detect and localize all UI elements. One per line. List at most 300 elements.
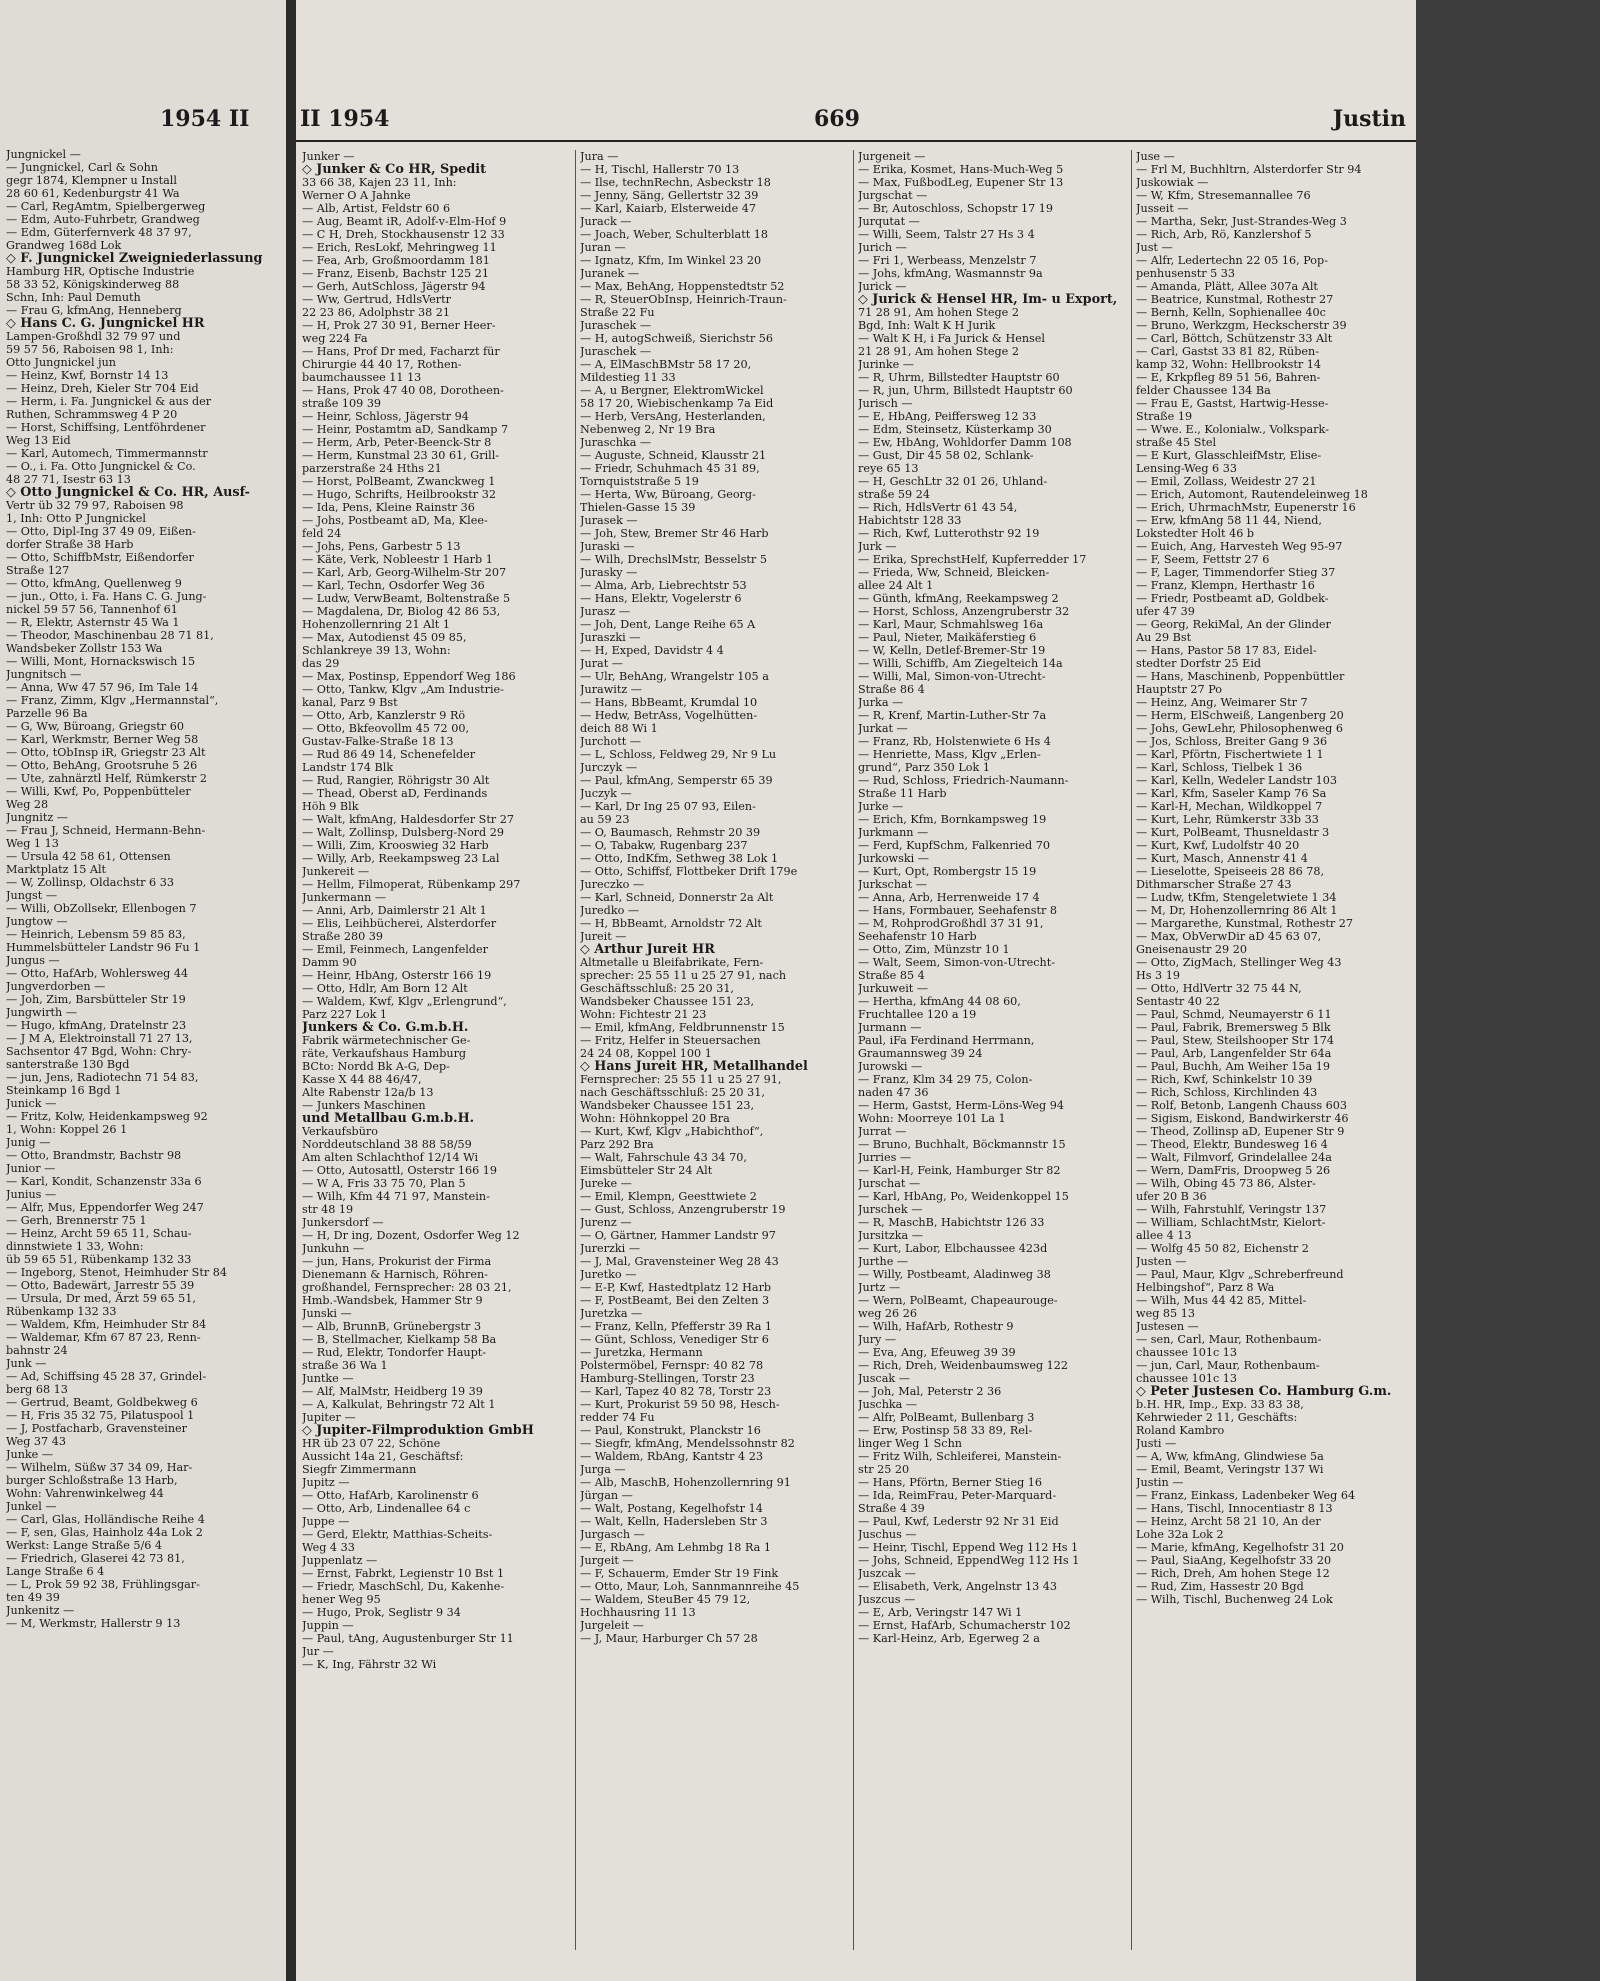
directory-entry-line: — O, Gärtner, Hammer Landstr 97	[580, 1229, 776, 1242]
directory-entry-line: Juraschek —	[580, 345, 652, 358]
directory-entry-line: Juraski —	[580, 540, 635, 553]
directory-entry-line: — Günth, kfmAng, Reekampsweg 2	[858, 592, 1059, 605]
directory-entry-line: — Karl, Kfm, Saseler Kamp 76 Sa	[1136, 787, 1327, 800]
directory-entry-line: — Fritz, Kolw, Heidenkampsweg 92	[6, 1110, 208, 1123]
directory-entry-line: Straße 4 39	[858, 1502, 925, 1515]
directory-entry-line: Jurack —	[580, 215, 632, 228]
directory-entry-line: Lokstedter Holt 46 b	[1136, 527, 1255, 540]
directory-entry-line: Aussicht 14a 21, Geschäftsf:	[302, 1450, 464, 1463]
directory-entry-line: — Frl M, Buchhltrn, Alsterdorfer Str 94	[1136, 163, 1362, 176]
directory-entry-line: — Ludw, tKfm, Stengeletwiete 1 34	[1136, 891, 1337, 904]
directory-entry-line: — Horst, Schiffsing, Lentföhrdener	[6, 421, 206, 434]
directory-entry-line: Jurasek —	[580, 514, 638, 527]
directory-entry-line: — Rich, Dreh, Am hohen Stege 12	[1136, 1567, 1330, 1580]
directory-entry-line: 21 28 91, Am hohen Stege 2	[858, 345, 1019, 358]
directory-entry-line: Jury —	[858, 1333, 897, 1346]
book-gutter	[286, 0, 296, 1981]
directory-entry-line: Jurkmann —	[858, 826, 929, 839]
directory-entry-line: Jurasz —	[580, 605, 631, 618]
directory-entry-line: — Gerd, Elektr, Matthias-Scheits-	[302, 1528, 493, 1541]
directory-entry-line: — Karl, Arb, Georg-Wilhelm-Str 207	[302, 566, 507, 579]
directory-entry-line: b.H. HR, Imp., Exp. 33 83 38,	[1136, 1398, 1304, 1411]
directory-entry-line: — R, Uhrm, Billstedter Hauptstr 60	[858, 371, 1060, 384]
directory-entry-line: Sentastr 40 22	[1136, 995, 1220, 1008]
directory-entry-line: — Herta, Ww, Büroang, Georg-	[580, 488, 756, 501]
directory-entry-line: — Willi, Zim, Krooswieg 32 Harb	[302, 839, 489, 852]
directory-entry-line: — Rich, Schloss, Kirchlinden 43	[1136, 1086, 1318, 1099]
directory-entry-line: Chirurgie 44 40 17, Rothen-	[302, 358, 462, 371]
directory-entry-line: — Hans, Prok 47 40 08, Dorotheen-	[302, 384, 504, 397]
directory-entry-line: — Juretzka, Hermann	[580, 1346, 703, 1359]
directory-entry-line: — Wilhelm, Süßw 37 34 09, Har-	[6, 1461, 193, 1474]
directory-entry-line: Lampen-Großhdl 32 79 97 und	[6, 330, 181, 343]
directory-entry-line: Juszcak —	[858, 1567, 916, 1580]
directory-entry-line: Am alten Schlachthof 12/14 Wi	[302, 1151, 479, 1164]
directory-entry-line: str 48 19	[302, 1203, 354, 1216]
directory-entry-line: — Otto, Arb, Lindenallee 64 c	[302, 1502, 471, 1515]
directory-entry-line: — Franz, Eisenb, Bachstr 125 21	[302, 267, 489, 280]
directory-entry-line: — Wolfg 45 50 82, Eichenstr 2	[1136, 1242, 1309, 1255]
directory-entry-line: Wohn: Fichtestr 21 23	[580, 1008, 707, 1021]
directory-entry-line: — Hugo, kfmAng, Dratelnstr 23	[6, 1019, 187, 1032]
directory-entry-line: — Walt, Fahrschule 43 34 70,	[580, 1151, 747, 1164]
directory-entry-line: — L, Prok 59 92 38, Frühlingsgar-	[6, 1578, 200, 1591]
directory-entry-line: Junski —	[302, 1307, 352, 1320]
directory-entry-line: — Herm, i. Fa. Jungnickel & aus der	[6, 395, 212, 408]
directory-entry-line: — Rich, HdlsVertr 61 43 54,	[858, 501, 1018, 514]
directory-entry-line: Junkersdorf —	[302, 1216, 384, 1229]
directory-entry-line: — Waldem, Kfm, Heimhuder Str 84	[6, 1318, 207, 1331]
directory-entry-line: Hamburg HR, Optische Industrie	[6, 265, 195, 278]
directory-entry-line: Hs 3 19	[1136, 969, 1180, 982]
directory-entry-line: — Erich, UhrmachMstr, Eupenerstr 16	[1136, 501, 1356, 514]
directory-entry-line: Hmb.-Wandsbek, Hammer Str 9	[302, 1294, 483, 1307]
directory-entry-line: chaussee 101c 13	[1136, 1372, 1238, 1385]
directory-entry-line: Juredko —	[580, 904, 640, 917]
directory-entry-line: Junker —	[302, 150, 355, 163]
directory-entry-line: Justesen —	[1136, 1320, 1199, 1333]
directory-entry-line: — Paul, tAng, Augustenburger Str 11	[302, 1632, 514, 1645]
directory-entry-line: Jurkuweit —	[858, 982, 929, 995]
directory-entry-line: Kasse X 44 88 46/47,	[302, 1073, 422, 1086]
directory-entry-line: ◇ Jurick & Hensel HR, Im- u Export,	[858, 292, 1118, 307]
directory-entry-line: — F, Lager, Timmendorfer Stieg 37	[1136, 566, 1336, 579]
directory-entry-line: Hamburg-Stellingen, Torstr 23	[580, 1372, 755, 1385]
directory-entry-line: — Johs, Postbeamt aD, Ma, Klee-	[302, 514, 488, 527]
directory-entry-line: — H, Prok 27 30 91, Berner Heer-	[302, 319, 496, 332]
directory-entry-line: Wandsbeker Zollstr 153 Wa	[6, 642, 163, 655]
directory-entry-line: straße 109 39	[302, 397, 382, 410]
directory-entry-line: — Otto, IndKfm, Sethweg 38 Lok 1	[580, 852, 779, 865]
directory-entry-line: — Rich, Kwf, Lutterothstr 92 19	[858, 527, 1040, 540]
directory-entry-line: 33 66 38, Kajen 23 11, Inh:	[302, 176, 457, 189]
directory-entry-line: Junkel —	[6, 1500, 57, 1513]
directory-entry-line: — Waldem, RbAng, Kantstr 4 23	[580, 1450, 763, 1463]
directory-entry-line: — Anni, Arb, Daimlerstr 21 Alt 1	[302, 904, 487, 917]
directory-entry-line: — Carl, Glas, Holländische Reihe 4	[6, 1513, 205, 1526]
directory-entry-line: — Ida, Pens, Kleine Rainstr 36	[302, 501, 475, 514]
directory-entry-line: Jureit —	[580, 930, 627, 943]
directory-entry-line: — Max, BehAng, Hoppenstedtstr 52	[580, 280, 785, 293]
directory-entry-line: — Hans, Pastor 58 17 83, Eidel-	[1136, 644, 1317, 657]
directory-entry-line: — Alb, MaschB, Hohenzollernring 91	[580, 1476, 791, 1489]
directory-entry-line: kamp 32, Wohn: Hellbrookstr 14	[1136, 358, 1322, 371]
directory-entry-line: — Br, Autoschloss, Schopstr 17 19	[858, 202, 1054, 215]
directory-entry-line: — Joh, Stew, Bremer Str 46 Harb	[580, 527, 769, 540]
directory-entry-line: felder Chaussee 134 Ba	[1136, 384, 1271, 397]
directory-entry-line: — Emil, kfmAng, Feldbrunnenstr 15	[580, 1021, 785, 1034]
directory-entry-line: — Waldem, Kwf, Klgv „Erlengrund“,	[302, 995, 507, 1008]
directory-entry-line: chaussee 101c 13	[1136, 1346, 1238, 1359]
directory-entry-line: 28 60 61, Kedenburgstr 41 Wa	[6, 187, 180, 200]
directory-entry-line: — Theodor, Maschinenbau 28 71 81,	[6, 629, 214, 642]
directory-entry-line: — Ignatz, Kfm, Im Winkel 23 20	[580, 254, 762, 267]
directory-entry-line: — Friedrich, Glaserei 42 73 81,	[6, 1552, 185, 1565]
directory-entry-line: — Paul, Konstrukt, Planckstr 16	[580, 1424, 761, 1437]
directory-entry-line: — O, Tabakw, Rugenbarg 237	[580, 839, 748, 852]
directory-entry-line: deich 88 Wi 1	[580, 722, 658, 735]
directory-entry-line: — A, Kalkulat, Behringstr 72 Alt 1	[302, 1398, 496, 1411]
directory-entry-line: Jurczyk —	[580, 761, 638, 774]
directory-entry-line: — Wilh, Tischl, Buchenweg 24 Lok	[1136, 1593, 1333, 1606]
directory-entry-line: — Karl-Heinz, Arb, Egerweg 2 a	[858, 1632, 1040, 1645]
directory-entry-line: Jurgeit —	[580, 1554, 634, 1567]
directory-entry-line: — Wwe. E., Kolonialw., Volkspark-	[1136, 423, 1329, 436]
directory-entry-line: — H, Tischl, Hallerstr 70 13	[580, 163, 740, 176]
directory-entry-line: Junius —	[6, 1188, 57, 1201]
directory-entry-line: ◇ Otto Jungnickel & Co. HR, Ausf-	[6, 485, 250, 500]
directory-entry-line: redder 74 Fu	[580, 1411, 655, 1424]
directory-entry-line: Hauptstr 27 Po	[1136, 683, 1223, 696]
directory-entry-line: Jurrat —	[858, 1125, 907, 1138]
directory-entry-line: straße 59 24	[858, 488, 930, 501]
directory-entry-line: Jurerzki —	[580, 1242, 641, 1255]
directory-entry-line: Wohn: Vahrenwinkelweg 44	[6, 1487, 164, 1500]
directory-entry-line: Landstr 174 Blk	[302, 761, 394, 774]
directory-entry-line: — Rich, Arb, Rö, Kanzlershof 5	[1136, 228, 1312, 241]
directory-entry-line: — Otto, Arb, Kanzlerstr 9 Rö	[302, 709, 466, 722]
directory-entry-line: — Willi, Mal, Simon-von-Utrecht-	[858, 670, 1046, 683]
directory-entry-line: au 59 23	[580, 813, 630, 826]
directory-entry-line: — Ursula, Dr med, Ärzt 59 65 51,	[6, 1292, 196, 1305]
directory-entry-line: — Jungnickel, Carl & Sohn	[6, 161, 158, 174]
directory-entry-line: — Otto, ZigMach, Stellinger Weg 43	[1136, 956, 1342, 969]
directory-entry-line: Lange Straße 6 4	[6, 1565, 105, 1578]
directory-entry-line: — H, Fris 35 32 75, Pilatuspool 1	[6, 1409, 195, 1422]
directory-entry-line: Jurick —	[858, 280, 907, 293]
directory-entry-line: — Paul, Kwf, Lederstr 92 Nr 31 Eid	[858, 1515, 1059, 1528]
directory-entry-line: Jur —	[302, 1645, 334, 1658]
directory-entry-line: Jurkowski —	[858, 852, 929, 865]
directory-entry-line: räte, Verkaufshaus Hamburg	[302, 1047, 467, 1060]
directory-entry-line: — Alfr, Ledertechn 22 05 16, Pop-	[1136, 254, 1328, 267]
directory-entry-line: — Edm, Steinsetz, Küsterkamp 30	[858, 423, 1052, 436]
directory-entry-line: — F, sen, Glas, Hainholz 44a Lok 2	[6, 1526, 203, 1539]
directory-entry-line: — Paul, Schmd, Neumayerstr 6 11	[1136, 1008, 1332, 1021]
directory-entry-line: Jurka —	[858, 696, 904, 709]
directory-entry-line: grund“, Parz 350 Lok 1	[858, 761, 990, 774]
directory-entry-line: Grandweg 168d Lok	[6, 239, 122, 252]
directory-entry-line: — Amanda, Plätt, Allee 307a Alt	[1136, 280, 1318, 293]
directory-entry-line: — Erika, Kosmet, Hans-Much-Weg 5	[858, 163, 1064, 176]
directory-entry-line: allee 4 13	[1136, 1229, 1192, 1242]
directory-entry-line: Juntke —	[302, 1372, 354, 1385]
directory-entry-line: — Hedw, BetrAss, Vogelhütten-	[580, 709, 758, 722]
directory-entry-line: — Waldemar, Kfm 67 87 23, Renn-	[6, 1331, 201, 1344]
directory-entry-line: — Waldem, SteuBer 45 79 12,	[580, 1593, 751, 1606]
directory-entry-line: — sen, Carl, Maur, Rothenbaum-	[1136, 1333, 1322, 1346]
directory-entry-line: Tornquiststraße 5 19	[580, 475, 699, 488]
directory-entry-line: — Friedr, MaschSchl, Du, Kakenhe-	[302, 1580, 505, 1593]
directory-entry-line: — Thead, Oberst aD, Ferdinands	[302, 787, 488, 800]
directory-entry-line: — Rud, Zim, Hassestr 20 Bgd	[1136, 1580, 1304, 1593]
directory-entry-line: Parz 227 Lok 1	[302, 1008, 388, 1021]
directory-entry-line: penhusenstr 5 33	[1136, 267, 1236, 280]
directory-entry-line: ◇ Hans Jureit HR, Metallhandel	[580, 1059, 808, 1074]
directory-entry-line: — Emil, Zollass, Weidestr 27 21	[1136, 475, 1317, 488]
directory-entry-line: — Siegfr, kfmAng, Mendelssohnstr 82	[580, 1437, 795, 1450]
directory-entry-line: — Emil, Klempn, Geesttwiete 2	[580, 1190, 757, 1203]
directory-entry-line: — Johs, Schneid, EppendWeg 112 Hs 1	[858, 1554, 1080, 1567]
directory-entry-line: — Alfr, Mus, Eppendorfer Weg 247	[6, 1201, 204, 1214]
directory-entry-line: — Heinz, Ang, Weimarer Str 7	[1136, 696, 1308, 709]
directory-entry-line: — E, Arb, Veringstr 147 Wi 1	[858, 1606, 1023, 1619]
directory-entry-line: — Heinz, Archt 58 21 10, An der	[1136, 1515, 1321, 1528]
directory-entry-line: naden 47 36	[858, 1086, 929, 1099]
directory-entry-line: — Friedr, Schuhmach 45 31 89,	[580, 462, 760, 475]
directory-entry-line: — Rich, Dreh, Weidenbaumsweg 122	[858, 1359, 1069, 1372]
directory-entry-line: linger Weg 1 Schn	[858, 1437, 962, 1450]
directory-entry-line: — Fritz, Helfer in Steuersachen	[580, 1034, 761, 1047]
directory-entry-line: — Franz, Zimm, Klgv „Hermannstal“,	[6, 694, 219, 707]
directory-entry-line: Jungnickel —	[6, 148, 81, 161]
directory-entry-line: — Herm, Arb, Peter-Beenck-Str 8	[302, 436, 492, 449]
directory-entry-line: — Wern, DamFris, Droopweg 5 26	[1136, 1164, 1331, 1177]
directory-entry-line: — Max, FußbodLeg, Eupener Str 13	[858, 176, 1064, 189]
directory-entry-line: — Friedr, Postbeamt aD, Goldbek-	[1136, 592, 1329, 605]
directory-entry-line: Damm 90	[302, 956, 357, 969]
directory-entry-line: Nebenweg 2, Nr 19 Bra	[580, 423, 716, 436]
directory-entry-line: — Lieselotte, Speiseeis 28 86 78,	[1136, 865, 1325, 878]
directory-entry-line: — Kurt, Lehr, Rümkerstr 33b 33	[1136, 813, 1319, 826]
directory-entry-line: allee 24 Alt 1	[858, 579, 934, 592]
directory-entry-line: — Karl-H, Mechan, Wildkoppel 7	[1136, 800, 1323, 813]
directory-entry-line: — Wilh, Kfm 44 71 97, Manstein-	[302, 1190, 490, 1203]
directory-entry-line: ◇ Jupiter-Filmproduktion GmbH	[302, 1423, 534, 1438]
column-divider	[1131, 150, 1132, 1950]
left-page-header: 1954 II	[160, 106, 250, 132]
directory-entry-line: — Paul, SiaAng, Kegelhofstr 33 20	[1136, 1554, 1332, 1567]
directory-entry-line: — C H, Dreh, Stockhausenstr 12 33	[302, 228, 505, 241]
directory-entry-line: Jupitz —	[302, 1476, 350, 1489]
directory-entry-line: Jurat —	[580, 657, 623, 670]
directory-entry-line: Jungnitsch —	[6, 668, 82, 681]
directory-entry-line: Eimsbütteler Str 24 Alt	[580, 1164, 713, 1177]
directory-entry-line: baumchaussee 11 13	[302, 371, 422, 384]
directory-entry-line: — Max, Autodienst 45 09 85,	[302, 631, 467, 644]
directory-entry-line: Wandsbeker Chaussee 151 23,	[580, 1099, 755, 1112]
directory-entry-line: — Paul, Fabrik, Bremersweg 5 Blk	[1136, 1021, 1331, 1034]
directory-entry-line: Steinkamp 16 Bgd 1	[6, 1084, 122, 1097]
directory-entry-line: Juraschek —	[580, 319, 652, 332]
directory-entry-line: — jun, Carl, Maur, Rothenbaum-	[1136, 1359, 1320, 1372]
directory-entry-line: — Walt, Kelln, Hadersleben Str 3	[580, 1515, 768, 1528]
directory-entry-line: 1, Wohn: Koppel 26 1	[6, 1123, 128, 1136]
directory-entry-line: Justi —	[1136, 1437, 1177, 1450]
directory-entry-line: — M, Dr, Hohenzollernring 86 Alt 1	[1136, 904, 1338, 917]
directory-entry-line: — Karl, Tapez 40 82 78, Torstr 23	[580, 1385, 772, 1398]
directory-entry-line: — Hans, Maschinenb, Poppenbüttler	[1136, 670, 1345, 683]
directory-entry-line: weg 26 26	[858, 1307, 917, 1320]
directory-entry-line: Juppin —	[302, 1619, 354, 1632]
directory-entry-line: — Erika, SprechstHelf, Kupferredder 17	[858, 553, 1087, 566]
directory-entry-line: — E, Krkpfleg 89 51 56, Bahren-	[1136, 371, 1321, 384]
header-rule	[296, 140, 1416, 142]
directory-entry-line: — Hans, Elektr, Vogelerstr 6	[580, 592, 742, 605]
directory-entry-line: — H, BbBeamt, Arnoldstr 72 Alt	[580, 917, 762, 930]
directory-entry-line: ufer 47 39	[1136, 605, 1195, 618]
column-2	[580, 150, 850, 1970]
directory-entry-line: — Alb, BrunnB, Grünebergstr 3	[302, 1320, 482, 1333]
directory-entry-line: — Erw, Postinsp 58 33 89, Rel-	[858, 1424, 1033, 1437]
directory-entry-line: — F, Schauerm, Emder Str 19 Fink	[580, 1567, 779, 1580]
directory-entry-line: — Bruno, Buchhalt, Böckmannstr 15	[858, 1138, 1066, 1151]
directory-entry-line: — Ida, ReimFrau, Peter-Marquard-	[858, 1489, 1057, 1502]
directory-entry-line: — G, Ww, Büroang, Griegstr 60	[6, 720, 184, 733]
directory-entry-line: — H, autogSchweiß, Sierichstr 56	[580, 332, 774, 345]
directory-entry-line: Jurschat —	[858, 1177, 921, 1190]
directory-entry-line: Juschka —	[858, 1398, 918, 1411]
directory-entry-line: — R, Krenf, Martin-Luther-Str 7a	[858, 709, 1047, 722]
directory-entry-line: Vertr üb 32 79 97, Raboisen 98	[6, 499, 184, 512]
directory-entry-line: — E, RbAng, Am Lehmbg 18 Ra 1	[580, 1541, 771, 1554]
page-header	[296, 106, 1416, 134]
directory-entry-line: — F, Seem, Fettstr 27 6	[1136, 553, 1270, 566]
directory-entry-line: Straße 22 Fu	[580, 306, 655, 319]
directory-entry-line: 22 23 86, Adolphstr 38 21	[302, 306, 451, 319]
directory-entry-line: — Jenny, Säng, Gellertstr 32 39	[580, 189, 759, 202]
directory-entry-line: — Emil, Feinmech, Langenfelder	[302, 943, 488, 956]
directory-entry-line: — Herb, VersAng, Hesterlanden,	[580, 410, 766, 423]
directory-entry-line: Jusseit —	[1136, 202, 1189, 215]
directory-entry-line: — Beatrice, Kunstmal, Rothestr 27	[1136, 293, 1334, 306]
directory-entry-line: großhandel, Fernsprecher: 28 03 21,	[302, 1281, 512, 1294]
directory-entry-line: — Ilse, technRechn, Asbeckstr 18	[580, 176, 771, 189]
directory-entry-line: — Anna, Arb, Herrenweide 17 4	[858, 891, 1040, 904]
directory-entry-line: Jungnitz —	[6, 811, 68, 824]
directory-entry-line: Jungst —	[6, 889, 58, 902]
directory-entry-line: bahnstr 24	[6, 1344, 68, 1357]
directory-entry-line: — Aug, Beamt iR, Adolf-v-Elm-Hof 9	[302, 215, 507, 228]
directory-entry-line: — Alfr, PolBeamt, Bullenbarg 3	[858, 1411, 1035, 1424]
directory-entry-line: Dienemann & Harnisch, Röhren-	[302, 1268, 488, 1281]
directory-entry-line: Polstermöbel, Fernspr: 40 82 78	[580, 1359, 764, 1372]
directory-entry-line: — R, MaschB, Habichtstr 126 33	[858, 1216, 1045, 1229]
directory-entry-line: — Otto, Bkfeovollm 45 72 00,	[302, 722, 470, 735]
directory-entry-line: — Rud 86 49 14, Schenefelder	[302, 748, 476, 761]
directory-entry-line: — Edm, Güterfernverk 48 37 97,	[6, 226, 192, 239]
directory-entry-line: Juraschka —	[580, 436, 652, 449]
directory-entry-line: Junig —	[6, 1136, 51, 1149]
directory-entry-line: Juczyk —	[580, 787, 632, 800]
directory-entry-line: — Frau E, Gastst, Hartwig-Hesse-	[1136, 397, 1329, 410]
directory-entry-line: — Karl, Maur, Schmahlsweg 16a	[858, 618, 1044, 631]
directory-entry-line: Junke —	[6, 1448, 54, 1461]
directory-entry-line: — Otto, Hdlr, Am Born 12 Alt	[302, 982, 468, 995]
directory-entry-line: — Heinz, Dreh, Kieler Str 704 Eid	[6, 382, 199, 395]
directory-entry-line: — Karl, Dr Ing 25 07 93, Eilen-	[580, 800, 756, 813]
directory-entry-line: — Sigism, Eiskond, Bandwirkerstr 46	[1136, 1112, 1349, 1125]
directory-entry-line: — Rud, Schloss, Friedrich-Naumann-	[858, 774, 1069, 787]
directory-entry-line: Wohn: Höhnkoppel 20 Bra	[580, 1112, 730, 1125]
directory-entry-line: santerstraße 130 Bgd	[6, 1058, 130, 1071]
directory-entry-line: dorfer Straße 38 Harb	[6, 538, 134, 551]
directory-entry-line: — Hugo, Schrifts, Heilbrookstr 32	[302, 488, 496, 501]
directory-entry-line: — Johs, GewLehr, Philosophenweg 6	[1136, 722, 1343, 735]
directory-entry-line: — Hellm, Filmoperat, Rübenkamp 297	[302, 878, 521, 891]
directory-entry-line: Straße 86 4	[858, 683, 925, 696]
directory-entry-line: — Erw, kfmAng 58 11 44, Niend,	[1136, 514, 1322, 527]
directory-entry-line: str 25 20	[858, 1463, 910, 1476]
directory-entry-line: Fernsprecher: 25 55 11 u 25 27 91,	[580, 1073, 782, 1086]
directory-entry-line: Juppenlatz —	[302, 1554, 378, 1567]
directory-entry-line: — Fritz Wilh, Schleiferei, Manstein-	[858, 1450, 1062, 1463]
directory-entry-line: burger Schloßstraße 13 Harb,	[6, 1474, 178, 1487]
directory-entry-line: — R, Elektr, Asternstr 45 Wa 1	[6, 616, 180, 629]
directory-entry-line: — Joach, Weber, Schulterblatt 18	[580, 228, 769, 241]
directory-entry-line: Justen —	[1136, 1255, 1187, 1268]
directory-entry-line: Otto Jungnickel jun	[6, 356, 116, 369]
directory-entry-line: — Gerh, AutSchloss, Jägerstr 94	[302, 280, 486, 293]
directory-entry-line: Junkers & Co. G.m.b.H.	[302, 1020, 469, 1035]
directory-entry-line: — Otto, Zim, Münzstr 10 1	[858, 943, 1010, 956]
directory-entry-line: — Elis, Leihbücherei, Alsterdorfer	[302, 917, 497, 930]
directory-entry-line: — Willi, ObZollsekr, Ellenbogen 7	[6, 902, 197, 915]
directory-entry-line: — Heinr, Tischl, Eppend Weg 112 Hs 1	[858, 1541, 1079, 1554]
directory-entry-line: — Carl, Gastst 33 81 82, Rüben-	[1136, 345, 1319, 358]
directory-entry-line: Schn, Inh: Paul Demuth	[6, 291, 141, 304]
directory-entry-line: — Rolf, Betonb, Langenh Chauss 603	[1136, 1099, 1347, 1112]
directory-entry-line: Jurenz —	[580, 1216, 632, 1229]
directory-entry-line: — Eva, Ang, Efeuweg 39 39	[858, 1346, 1016, 1359]
directory-entry-line: — Kurt, Masch, Annenstr 41 4	[1136, 852, 1308, 865]
directory-entry-line: — Otto, Schiffsf, Flottbeker Drift 179e	[580, 865, 798, 878]
directory-entry-line: ◇ Peter Justesen Co. Hamburg G.m.	[1136, 1384, 1392, 1399]
directory-entry-line: Paul, iFa Ferdinand Herrmann,	[858, 1034, 1035, 1047]
directory-entry-line: — Hans, Prof Dr med, Facharzt für	[302, 345, 500, 358]
directory-entry-line: Seehafenstr 10 Harb	[858, 930, 977, 943]
directory-entry-line: Alte Rabenstr 12a/b 13	[302, 1086, 434, 1099]
directory-entry-line: — Anna, Ww 47 57 96, Im Tale 14	[6, 681, 199, 694]
directory-entry-line: — Käte, Verk, Nobleestr 1 Harb 1	[302, 553, 493, 566]
directory-entry-line: — Joh, Mal, Peterstr 2 36	[858, 1385, 1002, 1398]
directory-entry-line: Werkst: Lange Straße 5/6 4	[6, 1539, 163, 1552]
directory-entry-line: — Willi, Schiffb, Am Ziegelteich 14a	[858, 657, 1063, 670]
directory-entry-line: Weg 4 33	[302, 1541, 355, 1554]
directory-entry-line: — H, Dr ing, Dozent, Osdorfer Weg 12	[302, 1229, 520, 1242]
directory-entry-line: — Martha, Sekr, Just-Strandes-Weg 3	[1136, 215, 1347, 228]
directory-entry-line: reye 65 13	[858, 462, 919, 475]
directory-entry-line: — Otto, Tankw, Klgv „Am Industrie-	[302, 683, 504, 696]
directory-entry-line: — Walt, Postang, Kegelhofstr 14	[580, 1502, 763, 1515]
directory-entry-line: — Frieda, Ww, Schneid, Bleicken-	[858, 566, 1050, 579]
directory-entry-line: Junkuhn —	[302, 1242, 365, 1255]
directory-entry-line: 58 33 52, Königskinderweg 88	[6, 278, 180, 291]
directory-entry-line: — Margarethe, Kunstmal, Rothestr 27	[1136, 917, 1354, 930]
directory-entry-line: — Otto, Autosattl, Osterstr 166 19	[302, 1164, 498, 1177]
directory-entry-line: — Heinz, Archt 59 65 11, Schau-	[6, 1227, 192, 1240]
directory-entry-line: — Horst, Schloss, Anzengruberstr 32	[858, 605, 1070, 618]
